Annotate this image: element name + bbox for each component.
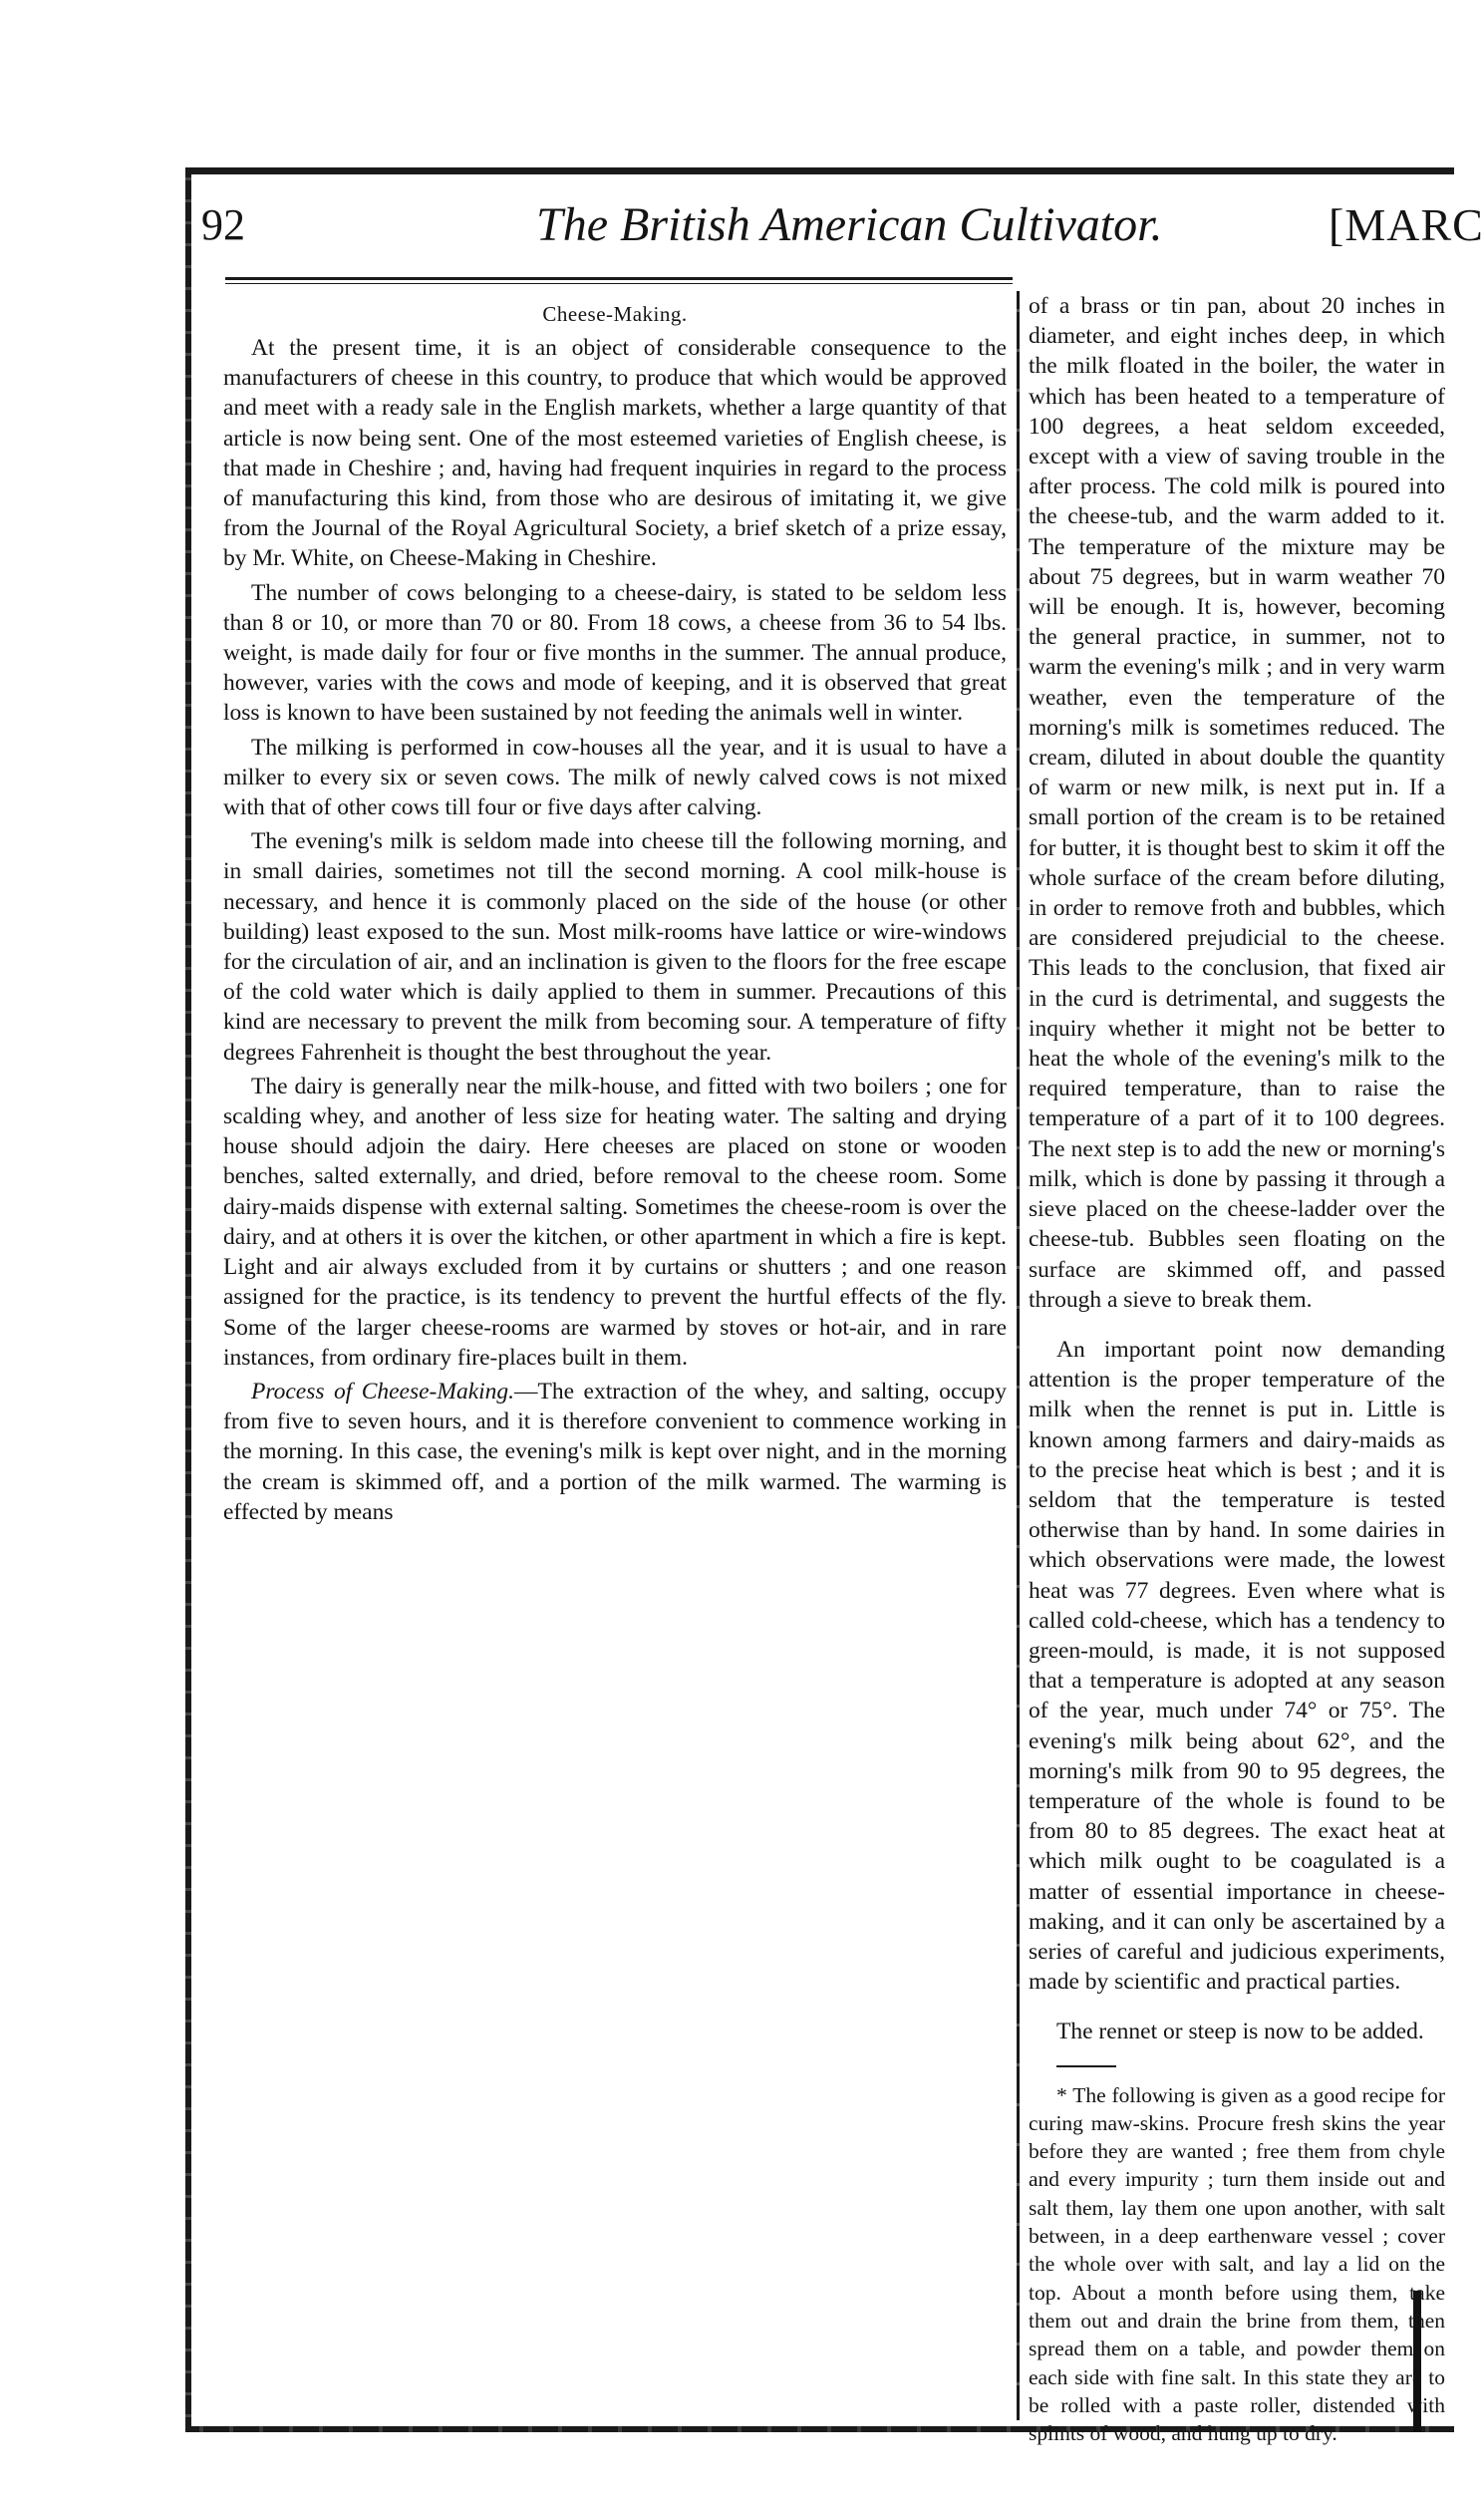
- paragraph-continued: of a brass or tin pan, about 20 inches in diameter, and eight inches deep, in which the milk floated in the boiler, the water in which has been heated to a temperature of 100 degrees, a heat seldom exceeded, except with a view of saving trouble in the after process. The cold milk is poured into the cheese-tub, and the warm added to it. The temperature of the mixture may be about 75 degrees, but in warm weather 70 will be enough. It is, however, becoming the general practice, in summer, not to warm the evening's milk ; and in very warm weather, even the temperature of the morning's milk is sometimes reduced. The cream, diluted in about double the quantity of warm or new milk, is next put in. If a small portion of the cream is to be retained for butter, it is thought best to skim it off the whole surface of the cream before diluting, in order to remove froth and bubbles, which are considered prejudicial to the cheese. This leads to the conclusion, that fixed air in the curd is detrimental, and suggests the inquiry whether it might not be better to heat the whole of the evening's milk to the required temperature, than to raise the temperature of a part of it to 100 degrees. The next step is to add the new or morning's milk, which is done by passing it through a sieve placed on the cheese-ladder over the cheese-tub. Bubbles seen floating on the surface are skimmed off, and passed through a sieve to break them.: [1029, 293, 1445, 1313]
- running-header: [201, 195, 1484, 265]
- process-subheading: Process of Cheese-Making.: [251, 1378, 515, 1405]
- paragraph-evening-milk: The evening's milk is seldom made into cheese till the following morning, and in small dairies, sometimes not till the second morning. A cool milk-house is necessary, and hence it is commonly placed on the side of the house (or other building) least exposed to the sun. Most milk-rooms have lattice or wire-windows for the circulation of air, and an inclination is given to the floors for the free escape of the cold water which is daily applied to them in summer. Precautions of this kind are necessary to prevent the milk from becoming sour. A temperature of fifty degrees Fahrenheit is thought the best throughout the year.: [223, 828, 1007, 1066]
- publication-title: The British American Cultivator.: [536, 198, 1163, 251]
- paragraph-temperature: An important point now demanding attention is the proper temperature of the milk when the rennet is put in. Little is known among farmers and dairy-maids as to the precise heat which is best ; and it is seldom that the temperature is tested otherwise than by hand. In some dairies in which observations were made, the lowest heat was 77 degrees. Even where what is called cold-cheese, which has a tendency to green-mould, is made, it is not supposed that a temperature is adopted at any season of the year, much under 74° or 75°. The evening's milk being about 62°, and the morning's milk from 90 to 95 degrees, the temperature of the whole is found to be from 80 to 85 degrees. The exact heat at which milk ought to be coagulated is a matter of essential importance in cheese-making, and it can only be ascertained by a series of careful and judicious experiments, made by scientific and practical parties.: [1029, 1336, 1445, 1996]
- left-border-rule: [185, 167, 191, 2432]
- paragraph-rennet: The rennet or steep is now to be added.: [1056, 2019, 1424, 2045]
- paragraph-cows: The number of cows belonging to a cheese-dairy, is stated to be seldom less than 8 or 10, or more than 70 or 80. From 18 cows, a cheese from 36 to 54 lbs. weight, is made daily for four or five months in the summer. The annual produce, however, varies with the cows and mode of keeping, and it is observed that great loss is known to have been sustained by not feeding the animals well in winter.: [223, 579, 1007, 727]
- header-rule: [225, 277, 1013, 280]
- paragraph-process: [223, 1377, 1007, 1527]
- page-frame: [185, 167, 1484, 2446]
- right-column: [1029, 291, 1445, 2447]
- page-number: 92: [201, 200, 245, 249]
- paragraph-milking: The milking is performed in cow-houses all the year, and it is usual to have a milker to every six or seven cows. The milk of newly calved cows is not mixed with that of other cows till four or five days after calving.: [223, 734, 1007, 821]
- issue-month: [MARC: [1329, 199, 1484, 250]
- article-heading: Cheese-Making.: [542, 302, 688, 326]
- footnote-rule: [1056, 2065, 1116, 2067]
- footnote: * The following is given as a good recipe for curing maw-skins. Procure fresh skins the year before they are wanted ; free them from chyle and every impurity ; turn them inside out and salt them, lay them one upon another, with salt between, in a deep earthenware vessel ; cover the whole over with salt, and lay a lid on the top. About a month before using them, take them out and drain the brine from them, then spread them on a table, and powder them on each side with fine salt. In this state they are to be rolled with a paste roller, distended with splints of wood, and hung up to dry.: [1029, 2082, 1445, 2446]
- paragraph-dairy: The dairy is generally near the milk-house, and fitted with two boilers ; one for scalding whey, and another of less size for heating water. The salting and drying house should adjoin the dairy. Here cheeses are placed on stone or wooden benches, salted externally, and dried, before removal to the cheese room. Some dairy-maids dispense with external salting. Sometimes the cheese-room is over the dairy, and at others it is over the kitchen, or other apartment in which a fire is kept. Light and air always excluded from it by curtains or shutters ; and one reason assigned for the practice, is its tendency to prevent the hurtful effects of the fly. Some of the larger cheese-rooms are warmed by stoves or hot-air, and in rare instances, from ordinary fire-places built in them.: [223, 1073, 1007, 1371]
- paragraph-intro: At the present time, it is an object of considerable consequence to the manufacturers of cheese in this country, to produce that which would be approved and meet with a ready sale in the English markets, whether a large quantity of that article is now being sent. One of the most esteemed varieties of English cheese, is that made in Cheshire ; and, having had frequent inquiries in regard to the process of manufacturing this kind, from those who are desirous of imitating it, we give from the Journal of the Royal Agricultural Society, a brief sketch of a prize essay, by Mr. White, on Cheese-Making in Cheshire.: [223, 335, 1007, 572]
- top-border-rule: [185, 167, 1454, 174]
- left-column: [223, 299, 1007, 1527]
- process-text: —The extraction of the whey, and salting, occupy from five to seven hours, and it is therefore convenient to commence working in the morning. In this case, the evening's milk is kept over night, and in the morning the cream is skimmed off, and a portion of the milk warmed. The warming is effected by means: [223, 1378, 1007, 1525]
- header-rule-thin: [225, 283, 1013, 284]
- column-divider: [1017, 291, 1020, 2420]
